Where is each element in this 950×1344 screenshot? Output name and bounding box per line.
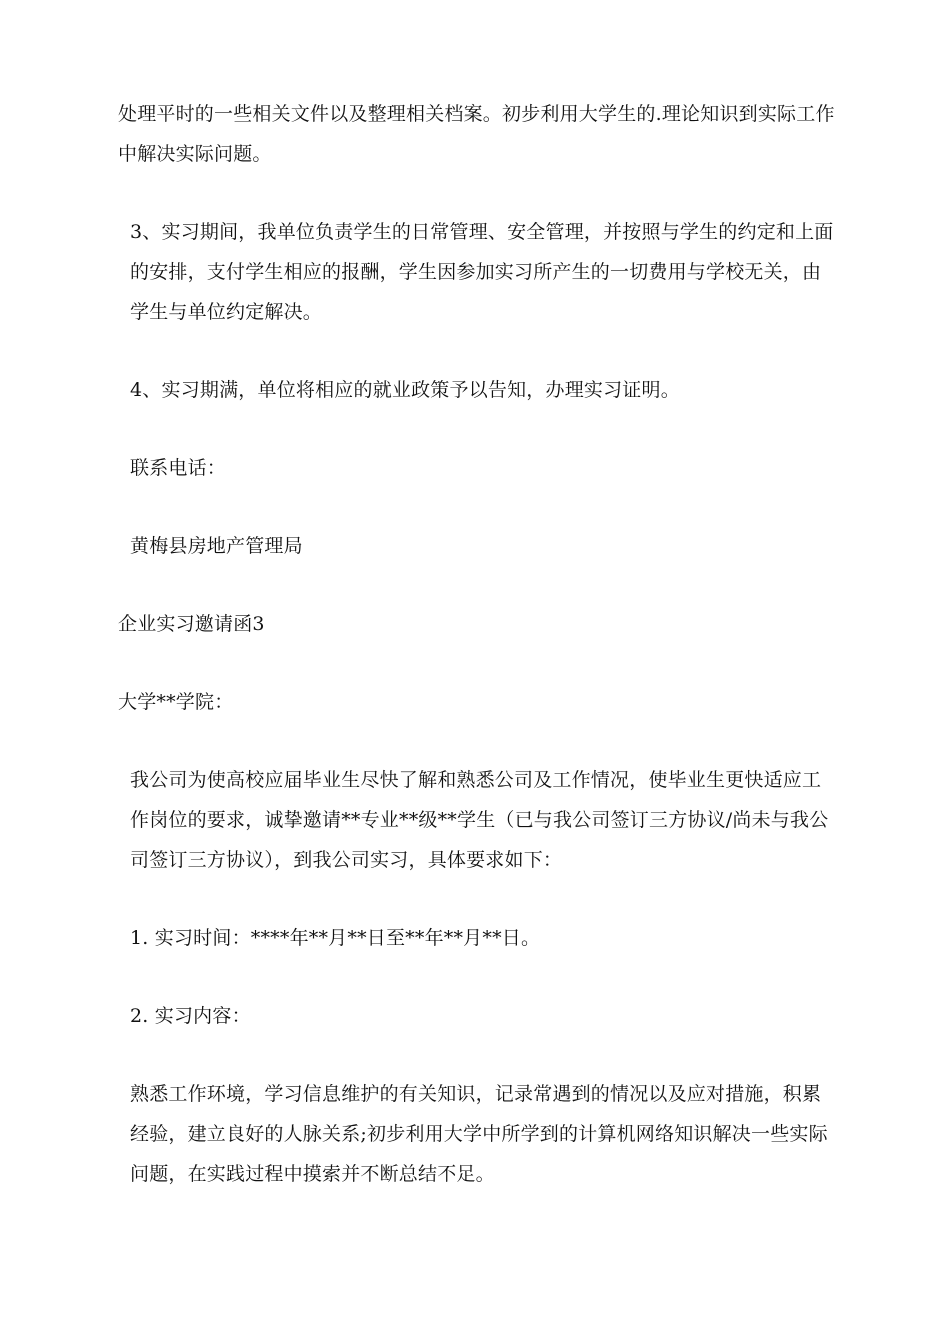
section-title-invitation-3: 企业实习邀请函3 [118,613,265,635]
paragraph-file-handling: 处理平时的一些相关文件以及整理相关档案。初步利用大学生的.理论知识到实际工作中解决实际问题。 [118,103,835,165]
paragraph-internship-time: 1. 实习时间：****年**月**日至**年**月**日。 [130,927,541,949]
paragraph-internship-content: 熟悉工作环境，学习信息维护的有关知识，记录常遇到的情况以及应对措施，积累经验，建立良好的人脉关系;初步利用大学中所学到的计算机网络知识解决一些实际问题，在实践过程中摸索并不断总结不足。 [130,1083,828,1185]
organization-name: 黄梅县房地产管理局 [130,535,303,557]
paragraph-item-4-completion: 4、实习期满，单位将相应的就业政策予以告知，办理实习证明。 [130,379,680,401]
document-body [118,94,836,1194]
paragraph-internship-content-label: 2. 实习内容： [130,1005,251,1027]
paragraph-invitation-intro: 我公司为使高校应届毕业生尽快了解和熟悉公司及工作情况，使毕业生更快适应工作岗位的要求，诚挚邀请**专业**级**学生（已与我公司签订三方协议/尚未与我公司签订三方协议），到我公司实习，具体要求如下： [130,769,829,871]
contact-phone-label: 联系电话： [130,457,227,479]
paragraph-item-3-management: 3、实习期间，我单位负责学生的日常管理、安全管理，并按照与学生的约定和上面的安排，支付学生相应的报酬，学生因参加实习所产生的一切费用与学校无关，由学生与单位约定解决。 [130,221,834,323]
salutation: 大学**学院： [118,691,234,713]
